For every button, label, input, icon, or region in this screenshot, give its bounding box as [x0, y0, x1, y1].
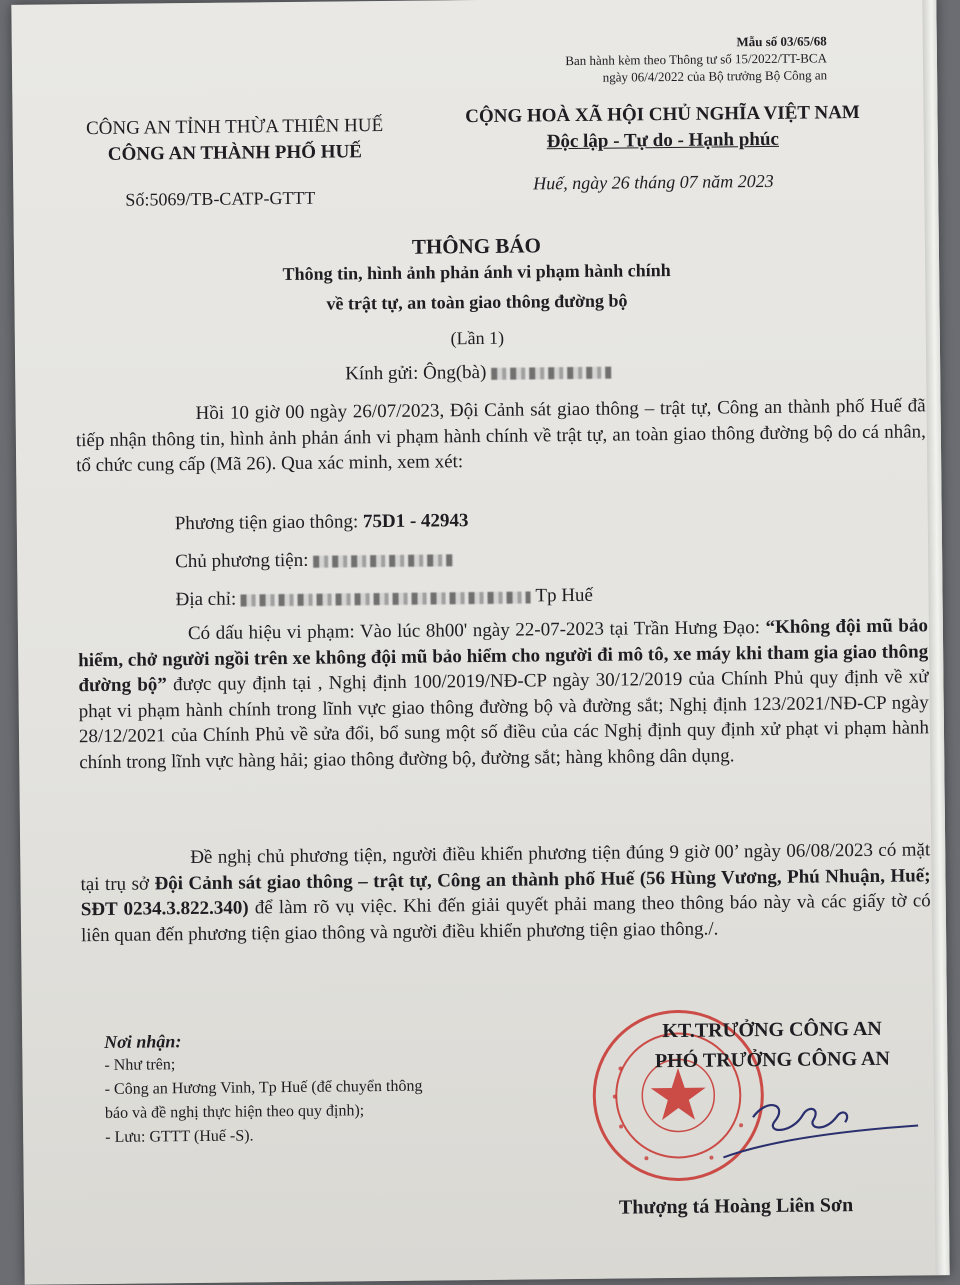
violation-paragraph: [78, 613, 930, 775]
title-subject-1: Thông tin, hình ảnh phản ánh vi phạm hành chính: [282, 259, 671, 285]
intro-paragraph: Hồi 10 giờ 00 ngày 26/07/2023, Đội Cảnh sát giao thông – trật tự, Công an thành phố Huế đã tiếp nhận thông tin, hình ảnh phản ánh vi phạm hành chính về trật tự, an toàn giao thông đường bộ do cá nhân, tổ chức cung cấp (Mã 26). Qua xác minh, xem xét:: [75, 395, 926, 477]
recipient-item: báo và đề nghị thực hiện theo quy định);: [104, 1102, 365, 1122]
request-part-1: Đề nghị chủ phương tiện, người điều khiển phương tiện đúng 9 giờ 00’ ngày 06/08/2023 có mặt tại trụ sở: [80, 839, 931, 895]
document-number: Số:5069/TB-CATP-GTTT: [125, 187, 316, 210]
place-date: Huế, ngày 26 tháng 07 năm 2023: [533, 170, 774, 194]
violation-quote: “Không đội mũ bảo hiểm, chở người ngồi trên xe không đội mũ bảo hiểm cho người đi mô tô, xe máy khi tham gia giao thông đường bộ”: [78, 615, 929, 697]
agency-parent: CÔNG AN TỈNH THỪA THIÊN HUẾ: [85, 114, 384, 140]
agency-name: CÔNG AN THÀNH PHỐ HUẾ: [107, 141, 363, 165]
vehicle-address-row: [175, 585, 593, 611]
request-paragraph: [80, 837, 931, 948]
plate-number: 75D1 - 42943: [362, 510, 469, 533]
country-name: CỘNG HOÀ XÃ HỘI CHỦ NGHĨA VIỆT NAM: [465, 101, 860, 128]
document-title: THÔNG BÁO: [411, 233, 541, 259]
redacted-owner: [313, 554, 453, 567]
signature-block: [612, 1013, 933, 1076]
recipient-item: - Công an Hương Vinh, Tp Huế (để chuyển thông: [104, 1077, 423, 1098]
signature-title-2: PHÓ TRƯỞNG CÔNG AN: [654, 1047, 891, 1073]
recipients-heading: Nơi nhận:: [104, 1031, 182, 1052]
agency-header: [64, 113, 405, 169]
recipient-line: [345, 361, 611, 386]
redacted-address: [241, 591, 531, 606]
form-issued-date: ngày 06/4/2022 của Bộ trưởng Bộ Công an: [602, 67, 828, 85]
document-page: [11, 0, 949, 1285]
redacted-recipient: [491, 366, 611, 379]
violation-legal-basis: được quy định tại , Nghị định 100/2019/NĐ-CP ngày 30/12/2019 của Chính Phủ quy định về xử phạt vi phạm hành chính trong lĩnh vực giao thông đường bộ và đường sắt; Nghị định 123/2021/NĐ-CP ngày 28/12/2021 của Chính Phủ về sửa đổi, bổ sung một số điều của các Nghị định quy định xử phạt vi phạm hành chính trong lĩnh vực hàng hải; giao thông đường bộ, đường sắt; hàng không dân dụng.: [78, 666, 930, 773]
signature-title-1: KT.TRƯỞNG CÔNG AN: [662, 1017, 882, 1043]
plate-label: Phương tiện giao thông:: [174, 511, 359, 535]
vehicle-owner-row: [175, 548, 453, 573]
recipient-label: Kính gửi: Ông(bà): [345, 361, 487, 385]
vehicle-plate-row: [175, 510, 469, 535]
form-issued-with: Ban hành kèm theo Thông tư số 15/2022/TT-BCA: [565, 50, 828, 69]
address-city: Tp Huế: [535, 584, 594, 607]
violation-lead: Có dấu hiệu vi phạm: Vào lúc 8h00' ngày 22-07-2023 tại Trần Hưng Đạo:: [187, 617, 761, 645]
recipients-list: [104, 1027, 423, 1150]
request-location: Đội Cảnh sát giao thông – trật tự, Công an thành phố Huế (56 Hùng Vương, Phú Nhuận, Huế; SĐT 0234.3.822.340): [80, 864, 931, 921]
signer-name: Thượng tá Hoàng Liên Sơn: [618, 1194, 854, 1219]
form-number: Mẫu số 03/65/68: [736, 33, 827, 50]
national-motto: Độc lập - Tự do - Hạnh phúc: [546, 128, 780, 153]
recipient-item: - Lưu: GTTT (Huế -S).: [105, 1127, 254, 1146]
owner-label: Chủ phương tiện:: [175, 549, 309, 573]
occurrence-count: (Lần 1): [450, 327, 505, 349]
address-label: Địa chỉ:: [175, 588, 237, 611]
title-subject-2: về trật tự, an toàn giao thông đường bộ: [326, 290, 628, 314]
national-header: [442, 100, 883, 157]
form-reference: [565, 32, 827, 86]
request-part-2: để làm rõ vụ việc. Khi đến giải quyết phải mang theo thông báo này và các giấy tờ có liên quan đến phương tiện giao thông và người điều khiển phương tiện giao thông./.: [80, 890, 931, 946]
recipient-item: - Như trên;: [104, 1056, 176, 1074]
handwritten-signature-icon: [713, 1085, 924, 1167]
